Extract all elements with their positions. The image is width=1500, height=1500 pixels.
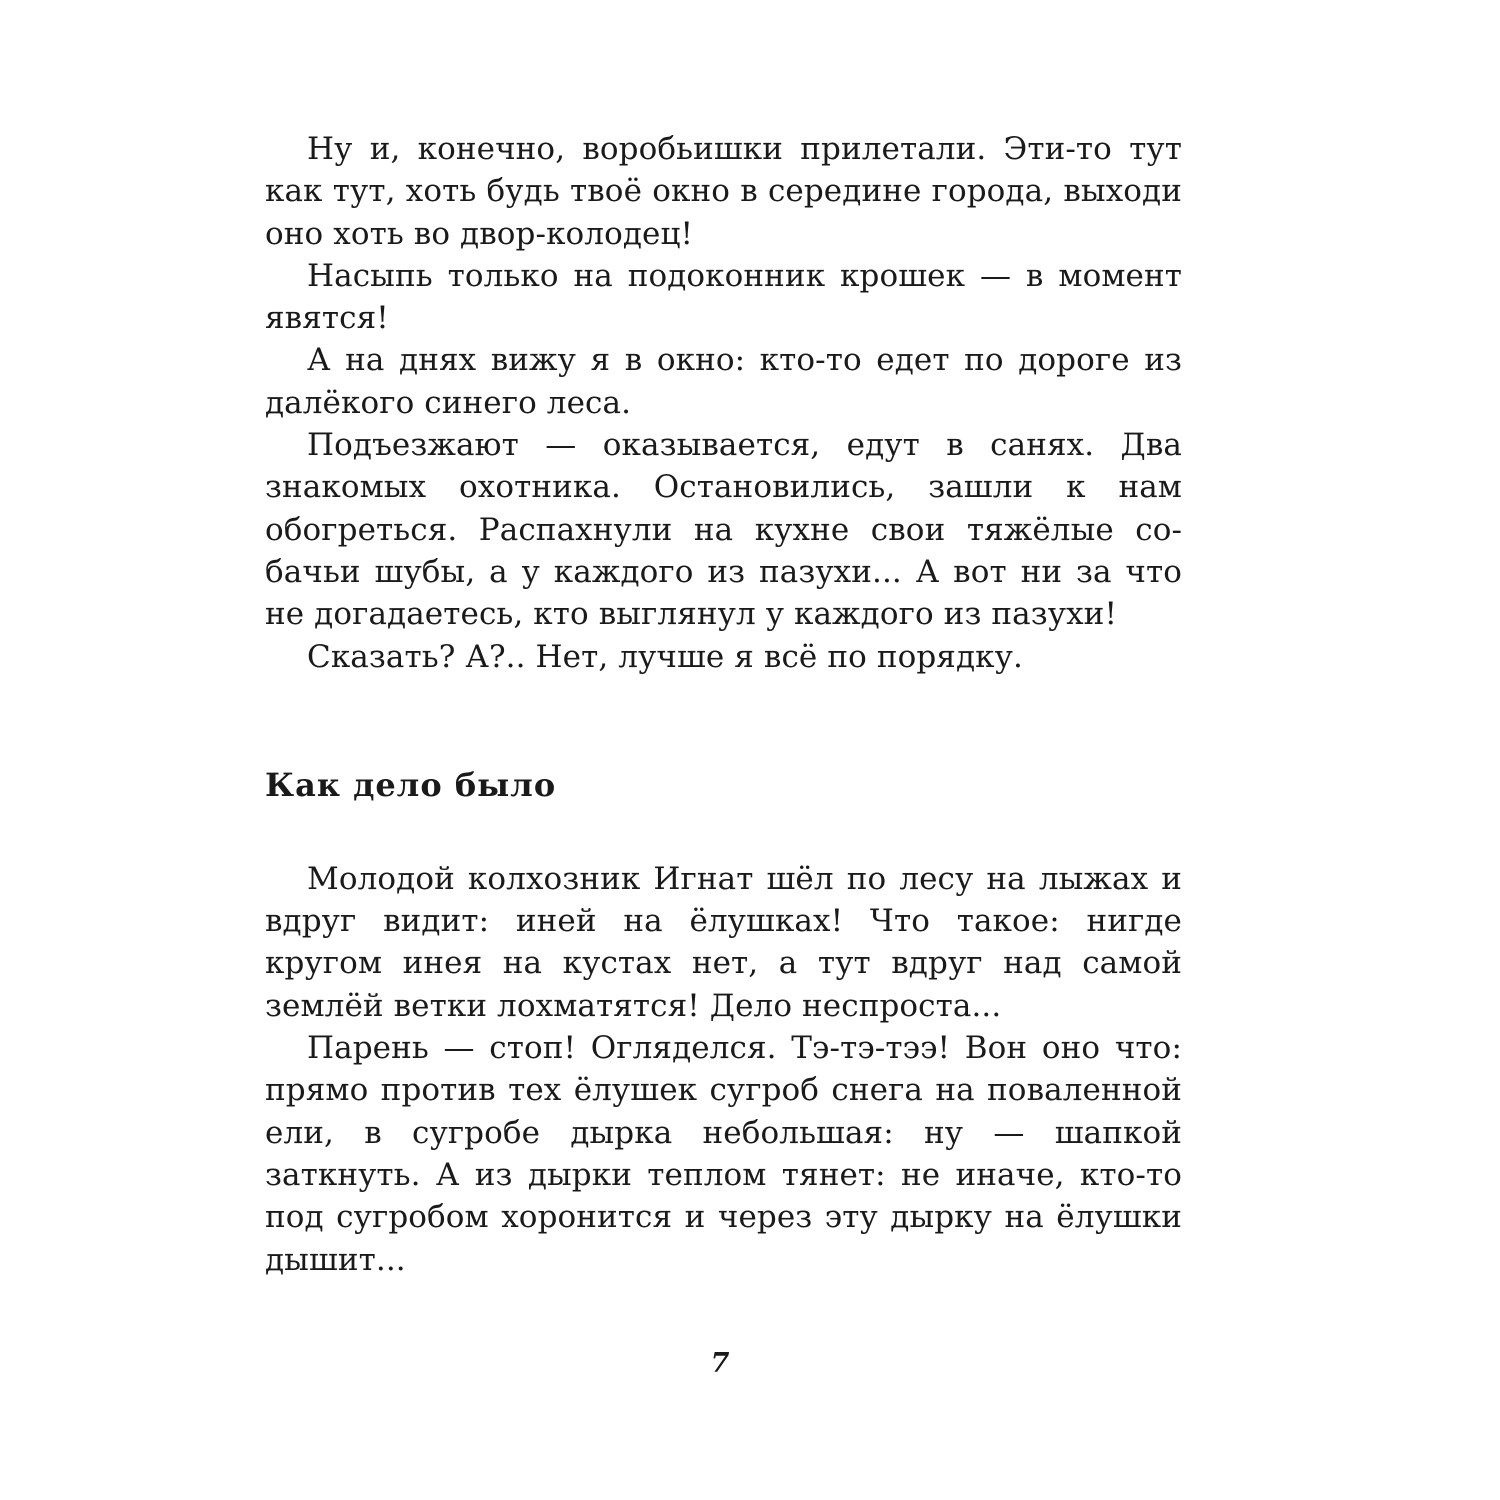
book-page — [265, 128, 1182, 1281]
paragraph: Молодой колхозник Игнат шёл по лесу на лыжах и вдруг видит: иней на ёлушках! Что такое: нигде кругом инея на кустах нет, а тут вдруг над самой землёй ветки лохматятся! Дело неспроста... — [265, 860, 1182, 1024]
paragraph: Парень — стоп! Огляделся. Тэ-тэ-тээ! Вон оно что: прямо против тех ёлушек сугроб снега на поваленной ели, в сугробе дырка небольшая: ну — шапкой заткнуть. А из дырки теплом тянет: не иначе, кто-то под сугробом хоронится и через эту дырку на ёлушки дышит... — [265, 1030, 1182, 1278]
paragraph: Подъезжают — оказывается, едут в санях. Два знакомых охотника. Остановились, зашли к нам обогреться. Распахнули на кухне свои тяжёлые собачьи шубы, а у каждого из пазухи... А вот ни за что не догадаетесь, кто выглянул у каждого из пазухи! — [265, 427, 1182, 633]
section-title: Как дело было — [265, 765, 557, 804]
paragraph: Насыпь только на подоконник крошек — в момент явятся! — [265, 257, 1182, 337]
section-how-it-was — [265, 858, 1182, 1281]
paragraph: Сказать? А?.. Нет, лучше я всё по порядку. — [307, 638, 1023, 675]
paragraph: Ну и, конечно, воробьишки прилетали. Эти-то тут как тут, хоть будь твоё окно в середине города, выходи оно хоть во двор-колодец! — [265, 131, 1182, 252]
page-number: 7 — [710, 1348, 730, 1379]
paragraph: А на днях вижу я в окно: кто-то едет по дороге из далёкого синего леса. — [265, 342, 1182, 421]
section-intro — [265, 128, 1182, 678]
